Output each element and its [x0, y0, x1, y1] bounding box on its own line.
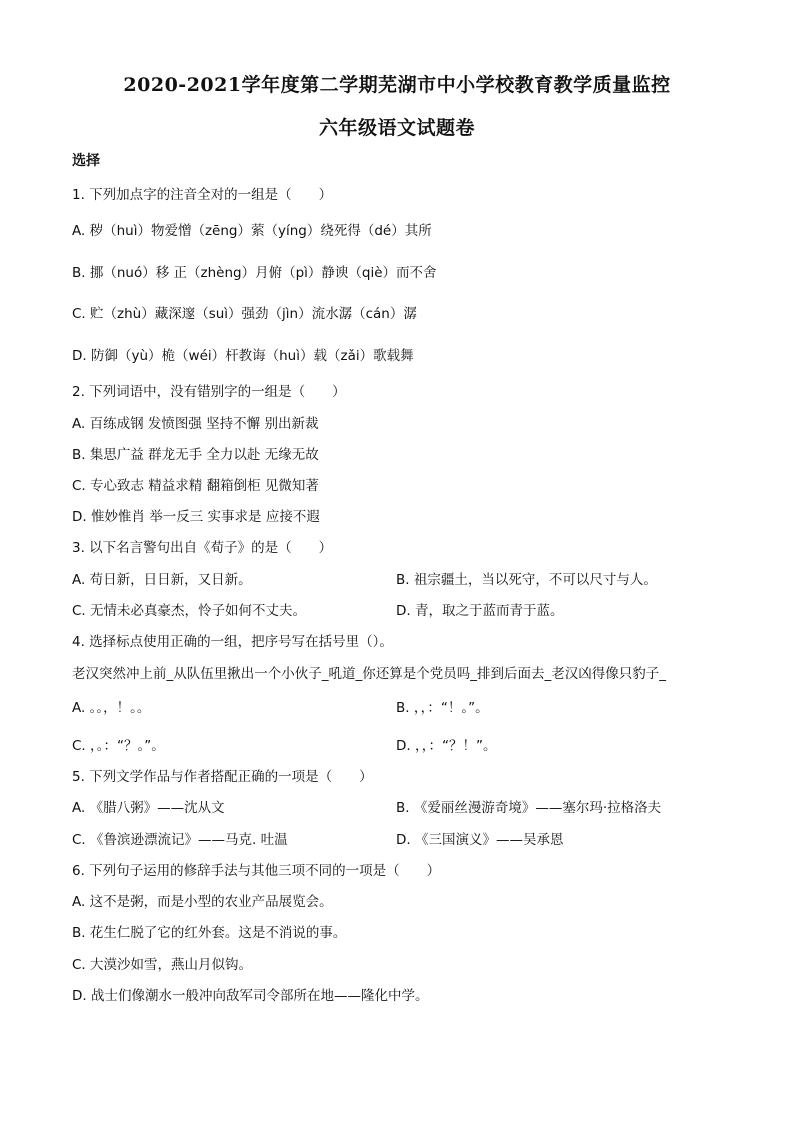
- q1-option-a: A. 秽（huì）物爱憎（zēng）萦（yíng）绕死得（dé）其所: [72, 223, 432, 239]
- q4-option-d: D. ，，：“？！”。: [396, 738, 497, 754]
- q5-option-a: A. 《腊八粥》——沈从文: [72, 800, 225, 816]
- q5-option-c: C. 《鲁滨逊漂流记》——马克. 吐温: [72, 832, 288, 848]
- q6-option-d: D. 战士们像潮水一般冲向敌军司令部所在地——隆化中学。: [72, 988, 429, 1004]
- q4-stem: 4. 选择标点使用正确的一组，把序号写在括号里（）。: [72, 634, 393, 650]
- q1-option-d: D. 防御（yù）桅（wéi）杆教诲（huì）载（zǎi）歌载舞: [72, 348, 414, 364]
- q1-option-b: B. 挪（nuó）移 正（zhèng）月俯（pì）静谀（qiè）而不舍: [72, 265, 437, 281]
- q6-option-a: A. 这不是粥，而是小型的农业产品展览会。: [72, 894, 333, 910]
- q4-option-a: A. 。。，！。。: [72, 700, 151, 716]
- q3-option-c: C. 无情未必真豪杰，怜子如何不丈夫。: [72, 603, 307, 619]
- q2-option-a: A. 百练成钢 发愤图强 坚持不懈 别出新裁: [72, 416, 319, 432]
- q2-option-b: B. 集思广益 群龙无手 全力以赴 无缘无故: [72, 447, 319, 463]
- q6-option-c: C. 大漠沙如雪，燕山月似钩。: [72, 957, 253, 973]
- q4-option-b: B. ，，：“！。”。: [396, 700, 489, 716]
- q4-option-c: C. ，。：“？。”。: [72, 738, 165, 754]
- exam-title-line1: 2020-2021学年度第二学期芜湖市中小学校教育教学质量监控: [123, 74, 671, 96]
- q5-stem: 5. 下列文学作品与作者搭配正确的一项是（ ）: [72, 769, 373, 785]
- q6-stem: 6. 下列句子运用的修辞手法与其他三项不同的一项是（ ）: [72, 863, 441, 879]
- q3-option-a: A. 苟日新，日日新，又日新。: [72, 572, 252, 588]
- q1-option-c: C. 贮（zhù）藏深邃（suì）强劲（jìn）流水潺（cán）潺: [72, 306, 417, 322]
- q5-option-b: B. 《爱丽丝漫游奇境》——塞尔玛·拉格洛夫: [396, 800, 662, 816]
- section-heading: 选择: [72, 153, 100, 169]
- q2-option-c: C. 专心致志 精益求精 翻箱倒柜 见微知著: [72, 478, 319, 494]
- q6-option-b: B. 花生仁脱了它的红外套。这是不消说的事。: [72, 925, 347, 941]
- q2-stem: 2. 下列词语中，没有错别字的一组是（ ）: [72, 384, 346, 400]
- exam-title-line2: 六年级语文试题卷: [318, 117, 475, 139]
- q3-option-b: B. 祖宗疆土，当以死守，不可以尺寸与人。: [396, 572, 657, 588]
- q3-stem: 3. 以下名言警句出自《荀子》的是（ ）: [72, 540, 333, 556]
- q3-option-d: D. 青，取之于蓝而青于蓝。: [396, 603, 564, 619]
- q2-option-d: D. 惟妙惟肖 举一反三 实事求是 应接不遐: [72, 509, 320, 525]
- q5-option-d: D. 《三国演义》——吴承恩: [396, 832, 564, 848]
- q4-passage: 老汉突然冲上前_从队伍里揪出一个小伙子_吼道_你还算是个党员吗_排到后面去_老汉凶得像只豹子_: [72, 666, 666, 682]
- q1-stem: 1. 下列加点字的注音全对的一组是（ ）: [72, 187, 333, 203]
